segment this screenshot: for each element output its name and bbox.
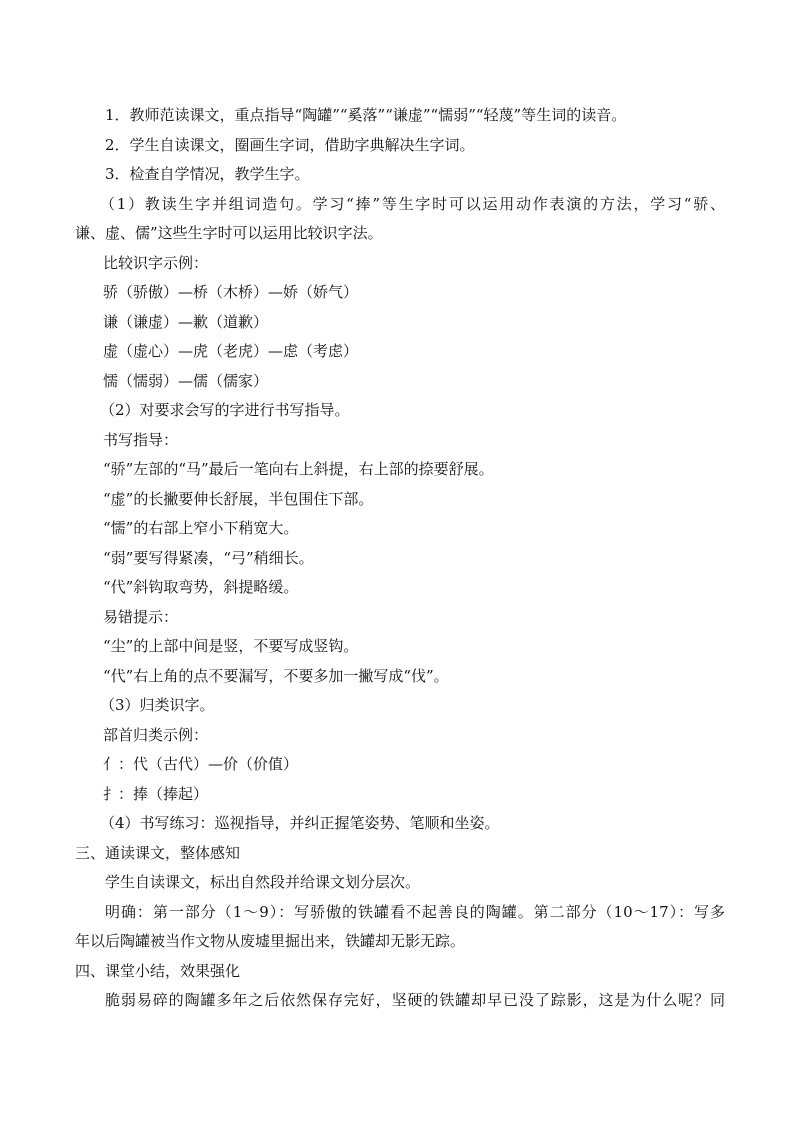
text-line: “懦”的右部上窄小下稍宽大。 [103,519,299,537]
text-line: 虚（虚心）—虎（老虎）—虑（考虑） [103,342,359,360]
text-line: 1．教师范读课文，重点指导“陶罐”“奚落”“谦虚”“懦弱”“轻蔑”等生词的读音。 [105,106,627,124]
text-line: 懦（懦弱）—儒（儒家） [103,371,269,390]
text-line: 明确：第一部分（1～9）：写骄傲的铁罐看不起善良的陶罐。第二部分（10～17）：写多 [105,902,725,921]
text-line: “虚”的长撇要伸长舒展，半包围住下部。 [103,489,374,508]
text-line: “弱”要写得紧凑，“弓”稍细长。 [103,548,314,567]
text-line: “尘”的上部中间是竖，不要写成竖钩。 [103,637,359,655]
text-line: （3）归类识字。 [100,696,215,714]
text-line: 比较识字示例： [103,253,209,272]
text-line: 谦（谦虚）—歉（道歉） [103,312,269,331]
text-line: “代”斜钩取弯势，斜提略缓。 [103,578,299,596]
text-line: “代”右上角的点不要漏写，不要多加一撇写成“伐”。 [103,666,449,685]
text-line: 2．学生自读课文，圈画生字词，借助字典解决生字词。 [105,135,475,154]
text-line: （4）书写练习：巡视指导，并纠正握笔姿势、笔顺和坐姿。 [100,814,500,832]
text-line: 亻：代（古代）—价（价值） [103,755,299,773]
text-line: 书写指导： [103,430,179,449]
text-line: “骄”左部的“马”最后一笔向右上斜提，右上部的捺要舒展。 [103,460,494,478]
text-line: 年以后陶罐被当作文物从废墟里掘出来，铁罐却无影无踪。 [75,932,466,950]
text-line: 扌：捧（捧起） [103,784,209,803]
text-line: 谦、虚、儒”这些生字时可以运用比较识字法。 [75,224,383,242]
text-line: （1）教读生字并组词造句。学习“捧”等生字时可以运用动作表演的方法，学习“骄、 [100,194,725,213]
text-line: 部首归类示例： [103,725,209,744]
section-heading: 四、课堂小结，效果强化 [75,961,241,980]
document-body [75,101,725,1016]
text-line: 学生自读课文，标出自然段并给课文划分层次。 [105,873,421,891]
text-line: 易错提示： [103,607,179,626]
text-line: 脆弱易碎的陶罐多年之后依然保存完好，坚硬的铁罐却早已没了踪影，这是为什么呢？同 [105,991,725,1009]
text-line: 骄（骄傲）—桥（木桥）—娇（娇气） [103,283,359,301]
section-heading: 三、通读课文，整体感知 [75,843,241,862]
text-line: 3．检查自学情况，教学生字。 [105,165,310,183]
text-line: （2）对要求会写的字进行书写指导。 [100,401,350,419]
